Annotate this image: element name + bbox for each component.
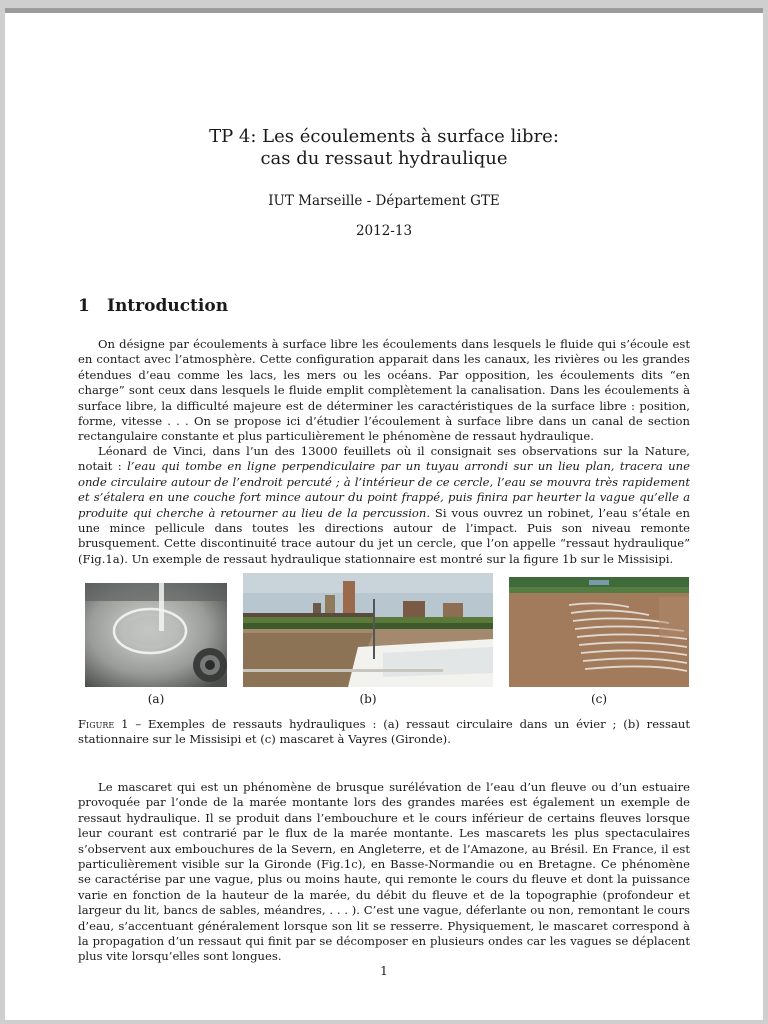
sink-hydraulic-jump-photo (85, 583, 227, 687)
section-heading (78, 296, 228, 316)
figure-caption-text: – Exemples de ressauts hydrauliques : (a) ressaut circulaire dans un évier ; (b) ressaut stationnaire sur le Missisipi et (c) mascaret à Vayres (Gironde). (78, 717, 690, 747)
mascaret-paragraph: Le mascaret qui est un phénomène de brusque surélévation de l’eau d’un fleuve ou d’un estuaire provoquée par l’onde de la marée montante lors des grandes marées est également un exemple de ressaut hydraulique. Il se produit dans l’embouchure et le cours inférieur de certains fleuves lorsque leur courant est contrarié par le flux de la marée montante. Les mascarets les plus spectaculaires s’observent aux embouchures de la Severn, en Angleterre, et de l’Amazone, au Brésil. En France, il est particulièrement visible sur la Gironde (Fig.1c), en Basse-Normandie ou en Bretagne. Ce phénomène se caractérise par une vague, plus ou moins haute, qui remonte le cours du fleuve et dont la puissance varie en fonction de la hauteur de la marée, du débit du fleuve et de la topographie (profondeur et largeur du lit, bancs de sables, méandres, . . . ). C’est une vague, déferlante ou non, remontant le cours d’eau, s’accentuant généralement lorsque son lit se resserre. Physiquement, le mascaret correspond à la propagation d’un ressaut qui finit par se décomposer en plusieurs ondes car les vagues se déplacent plus vite lorsqu’elles sont longues. (78, 780, 690, 964)
section-title: Introduction (107, 296, 229, 316)
page-number: 1 (380, 964, 388, 978)
date-line: 2012-13 (355, 223, 413, 239)
subfigure-label-a: (a) (147, 692, 165, 706)
figure-label: Figure 1 (78, 717, 129, 731)
p2-end: Si vous ouvrez un robinet, l’eau s’étale en une mince pellicule dans toutes les directions autour de l’impact. Puis son niveau remonte brusquement. Cette discontinuité trace autour du jet un cercle, que l’on appelle “ressaut hydraulique” (Fig.1a). Un exemple de ressaut hydraulique stationnaire est montré sur la figure 1b sur le Missisipi. (78, 505, 690, 566)
intro-paragraph-1: On désigne par écoulements à surface libre les écoulements dans lesquels le fluide qui s’écoule est en contact avec l’atmosphère. Cette configuration apparait dans les canaux, les rivières ou les grandes étendues d’eau comme les lacs, les mers ou les océans. Par opposition, les écoulements dits “en charge” sont ceux dans lesquels le fluide emplit complètement la canalisation. Dans les écoulements à surface libre, la difficulté majeure est de déterminer les caractéristiques de la surface libre : position, forme, vitesse . . . On se propose ici d’étudier l’écoulement à surface libre dans un canal de section rectangulaire constante et plus particulièrement le phénomène de ressaut hydraulique. (78, 337, 690, 444)
document-page (5, 8, 763, 1020)
section-number: 1 (78, 296, 90, 316)
title-line-1: TP 4: Les écoulements à surface libre: (209, 126, 559, 147)
mississippi-hydraulic-jump-photo (243, 573, 493, 687)
figure-caption (78, 717, 690, 748)
vinci-quote: l’eau qui tombe en ligne perpendiculaire par un tuyau arrondi sur un lieu plan, tracera une onde circulaire autour de l’endroit percuté ; à l’intérieur de ce cercle, l’eau se mouvra très rapidement et s’étalera en une couche fort mince autour du point frappé, puis finira par heurter la vague qu’elle a produite qui cherche à retourner au lieu de la percussion. (78, 459, 690, 520)
subfigure-label-c: (c) (590, 692, 608, 706)
author-line: IUT Marseille - Département GTE (268, 193, 500, 209)
p2-start: Léonard de Vinci, dans l’un des 13000 feuillets où il consignait ses observations sur la Nature, notait : (78, 444, 690, 474)
title-line-2: cas du ressaut hydraulique (260, 148, 508, 169)
document-title (5, 126, 763, 170)
mascaret-vayres-photo (509, 577, 689, 687)
intro-paragraph-2 (78, 444, 690, 567)
subfigure-label-b: (b) (359, 692, 377, 706)
